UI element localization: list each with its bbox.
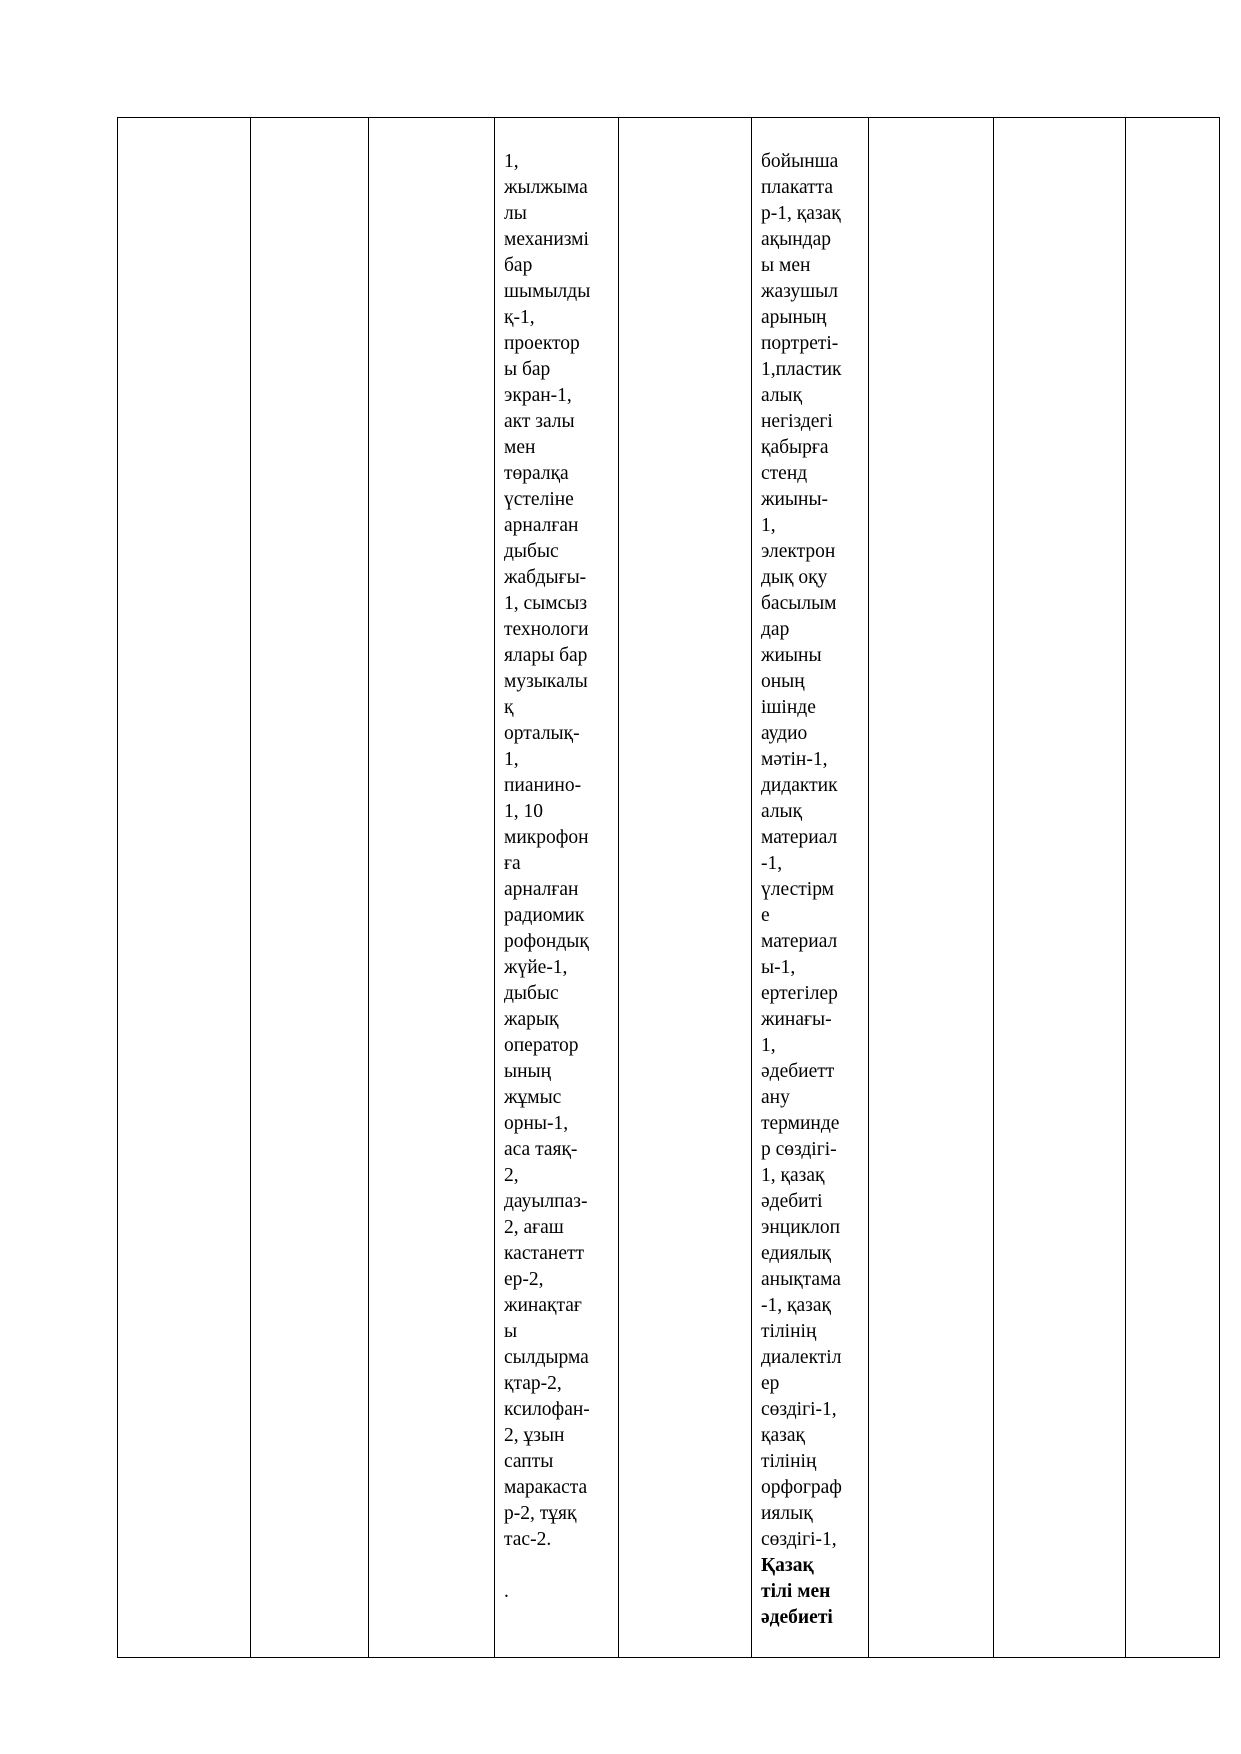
table-cell-col6 (752, 118, 869, 1658)
equipment-list-text (495, 118, 618, 1631)
table-cell-col7 (869, 118, 994, 1658)
table-cell-col3 (369, 118, 495, 1658)
table-row (118, 118, 1220, 1658)
table-cell-col1 (118, 118, 251, 1658)
equipment-list-trailing: . (504, 1581, 509, 1602)
table-cell-col8 (994, 118, 1126, 1658)
materials-list-bold-heading: Қазақ тілі мен әдебиеті (761, 1555, 833, 1628)
equipment-table (117, 117, 1220, 1658)
equipment-list-body: 1, жылжыма лы механизмі бар шымылды қ-1, проектор ы бар экран-1, акт залы мен төралқа үстеліне арналған дыбыс жабдығы- 1, сымсыз технологи ялары бар музыкалы қ орталық- 1, пианино- 1, 10 микрофон ға арналған радиомик рофондық жүйе-1, дыбыс жарық оператор ының жұмыс орны-1, аса таяқ- 2, дауылпаз- 2, ағаш кастанетт ер-2, жинақтағ ы сылдырма қтар-2, ксилофан- 2, ұзын сапты маракаста р-2, тұяқ тас-2. (504, 151, 591, 1550)
table-cell-col2 (251, 118, 369, 1658)
materials-list-body: бойынша плакатта р-1, қазақ ақындар ы мен жазушыл арының портреті- 1,пластик алық негіздегі қабырға стенд жиыны- 1, электрон дық оқу басылым дар жиыны оның ішінде аудио мәтін-1, дидактик алық материал -1, үлестірм е материал ы-1, ертегілер жинағы- 1, әдебиетт ану терминде р сөздігі- 1, қазақ әдебиті энциклоп едиялық анықтама -1, қазақ тілінің диалектіл ер сөздігі-1, қазақ тілінің орфограф иялық сөздігі-1, (761, 151, 842, 1550)
table-cell-col4 (495, 118, 619, 1658)
materials-list-text (752, 118, 868, 1657)
table-cell-col5 (619, 118, 752, 1658)
table-cell-col9 (1126, 118, 1220, 1658)
